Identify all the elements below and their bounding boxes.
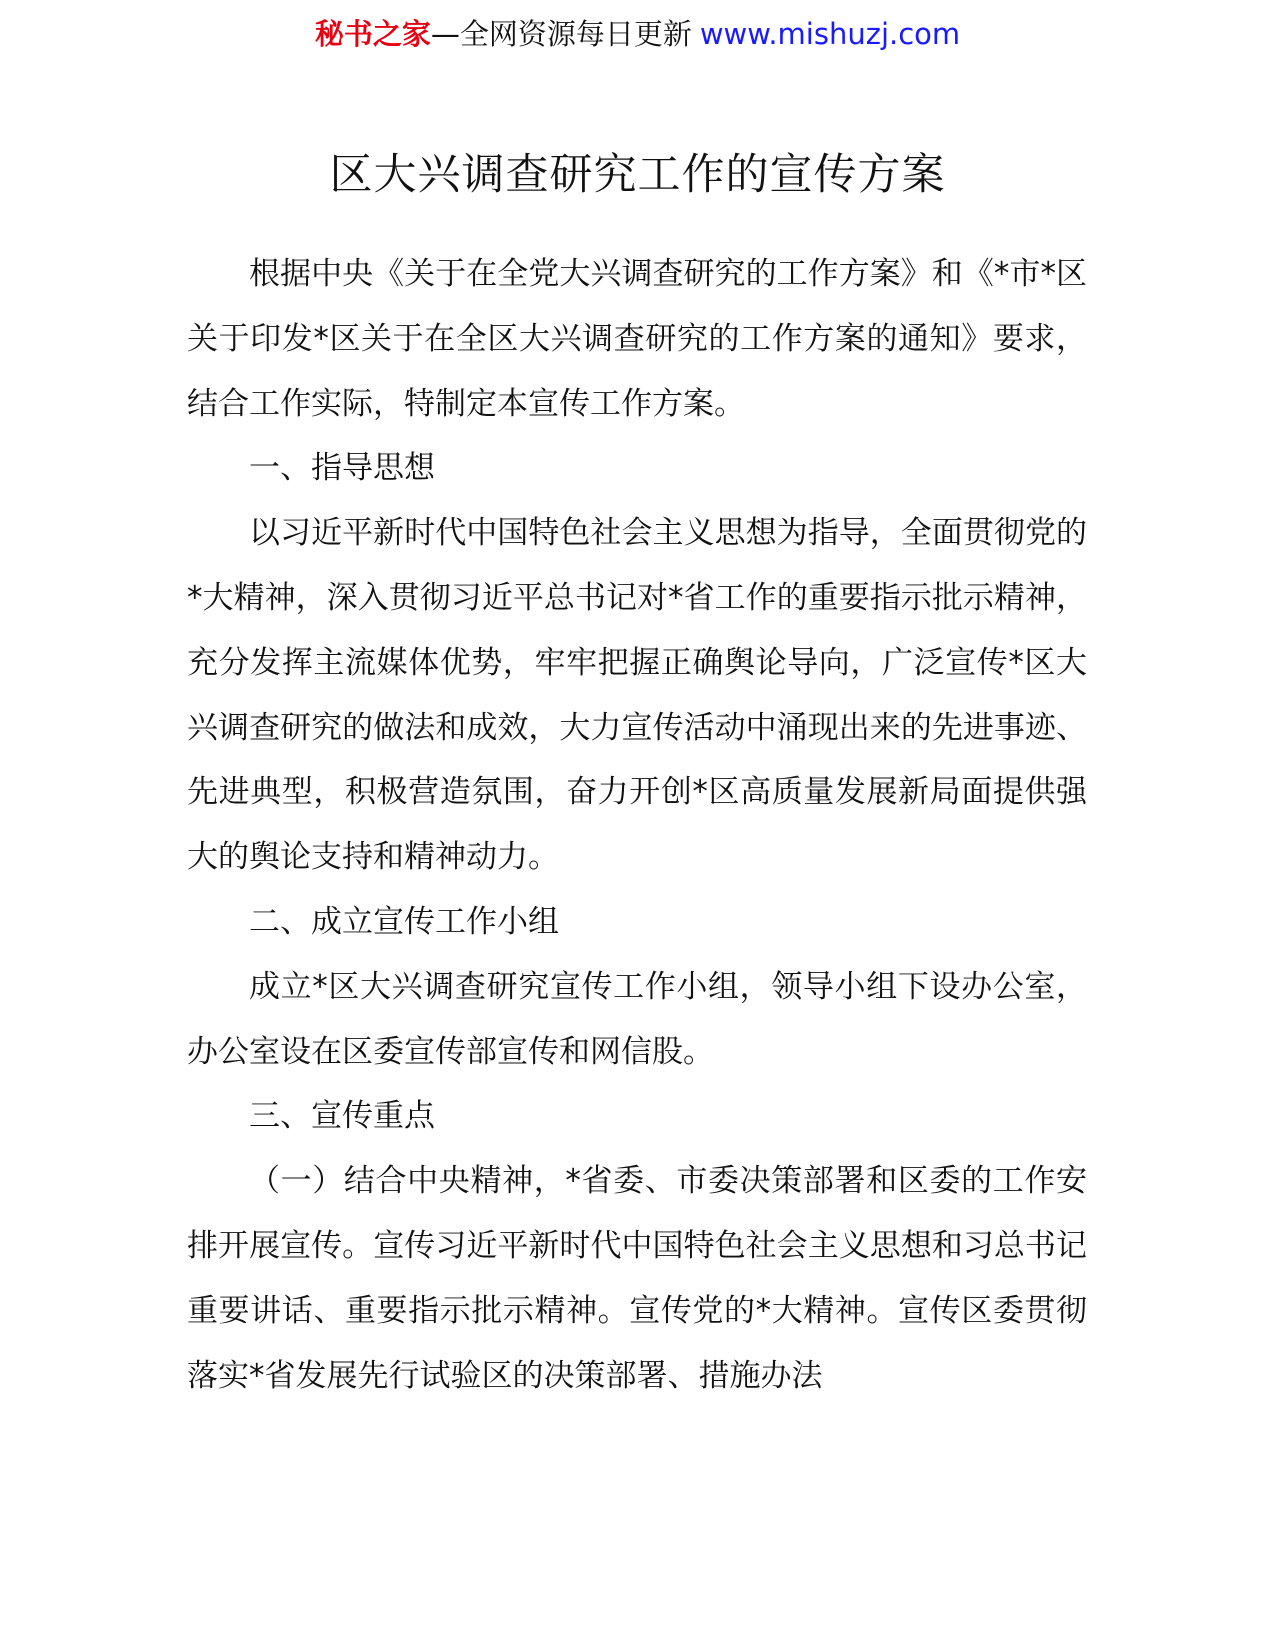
section-heading-guiding-ideology: 一、指导思想 (249, 450, 435, 487)
site-url-link[interactable]: www.mishuzj.com (699, 17, 961, 51)
site-brand: 秘书之家 (314, 17, 431, 51)
section-heading-focus: 三、宣传重点 (249, 1098, 435, 1135)
focus-paragraph-1: （一）结合中央精神，*省委、市委决策部署和区委的工作安排开展宣传。宣传习近平新时代中国特色社会主义思想和习总书记重要讲话、重要指示批示精神。宣传党的*大精神。宣传区委贯彻落实*省发展先行试验区的决策部署、措施办法 (187, 1163, 1087, 1394)
section-heading-working-group: 二、成立宣传工作小组 (249, 903, 559, 940)
working-group-paragraph: 成立*区大兴调查研究宣传工作小组，领导小组下设办公室，办公室设在区委宣传部宣传和网信股。 (187, 968, 1087, 1070)
site-slogan: —全网资源每日更新 (430, 17, 692, 51)
guiding-ideology-paragraph: 以习近平新时代中国特色社会主义思想为指导，全面贯彻党的*大精神，深入贯彻习近平总书记对*省工作的重要指示批示精神，充分发挥主流媒体优势，牢牢把握正确舆论导向，广泛宣传*区大兴调查研究的做法和成效，大力宣传活动中涌现出来的先进事迹、先进典型，积极营造氛围，奋力开创*区高质量发展新局面提供强大的舆论支持和精神动力。 (187, 515, 1087, 876)
intro-paragraph: 根据中央《关于在全党大兴调查研究的工作方案》和《*市*区关于印发*区关于在全区大兴调查研究的工作方案的通知》要求，结合工作实际，特制定本宣传工作方案。 (187, 256, 1087, 422)
document-body (187, 242, 1087, 1408)
site-header (0, 14, 1275, 54)
document-title: 区大兴调查研究工作的宣传方案 (329, 150, 946, 200)
